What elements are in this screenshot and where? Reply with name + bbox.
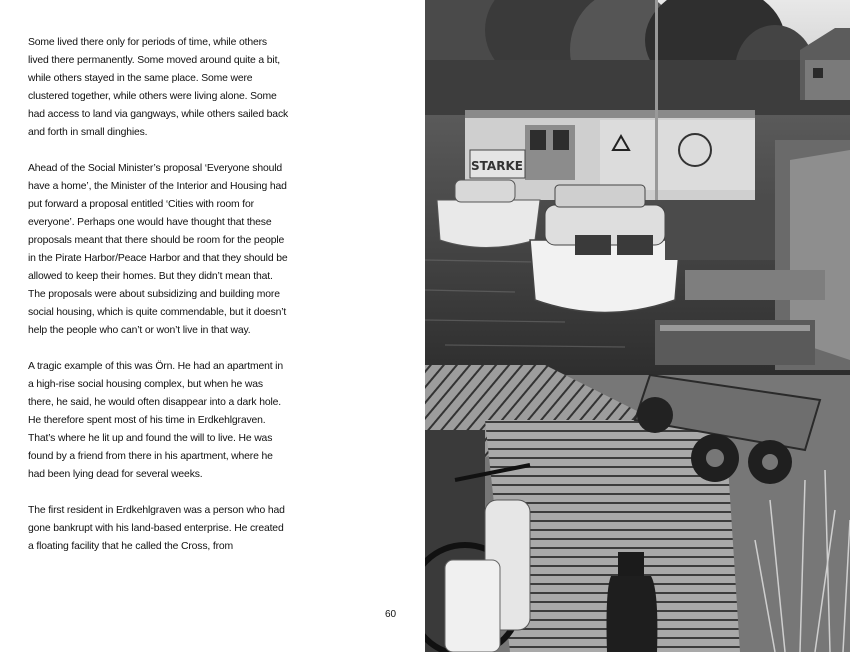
paragraph-4: The first resident in Erdkehlgraven was a person who had gone bankrupt with his land-based enterprise. He created a floating facility that he called the Cross, from bbox=[28, 505, 285, 552]
body-text bbox=[28, 34, 290, 574]
paragraph-1: Some lived there only for periods of time, while others lived there permanently. Some moved around quite a bit, while others stayed in the same place. Some were clustered together, while others were living alone. Some had access to land via gangways, while others sailed back and forth in small dinghies. bbox=[28, 37, 289, 138]
paragraph-2: Ahead of the Social Minister’s proposal ‘Everyone should have a home’, the Minister of the Interior and Housing had put forward a proposal entitled ‘Cities with room for everyone’. Perhaps one would have thought that these proposals meant that there should be room for the people in the Pirate Harbor/Peace Harbor and that they should be allowed to keep their homes. But they didn’t mean that. The proposals were about subsidizing and building more social housing, which is quite commendable, but it doesn’t help the people who can’t or won’t live in that way. bbox=[28, 163, 288, 336]
paragraph-3: A tragic example of this was Örn. He had an apartment in a high-rise social housing complex, but when he was there, he said, he would often disappear into a dark hole. He therefore spent most of his time in Erdkehlgraven. That’s where he lit up and found the will to live. He was found by a friend from there in his apartment, where he had been lying dead for several weeks. bbox=[28, 361, 283, 480]
page-number: 60 bbox=[385, 609, 397, 620]
reeds bbox=[755, 470, 850, 652]
harbor-photo bbox=[425, 0, 850, 652]
boat-sign: STARKE bbox=[471, 159, 523, 173]
